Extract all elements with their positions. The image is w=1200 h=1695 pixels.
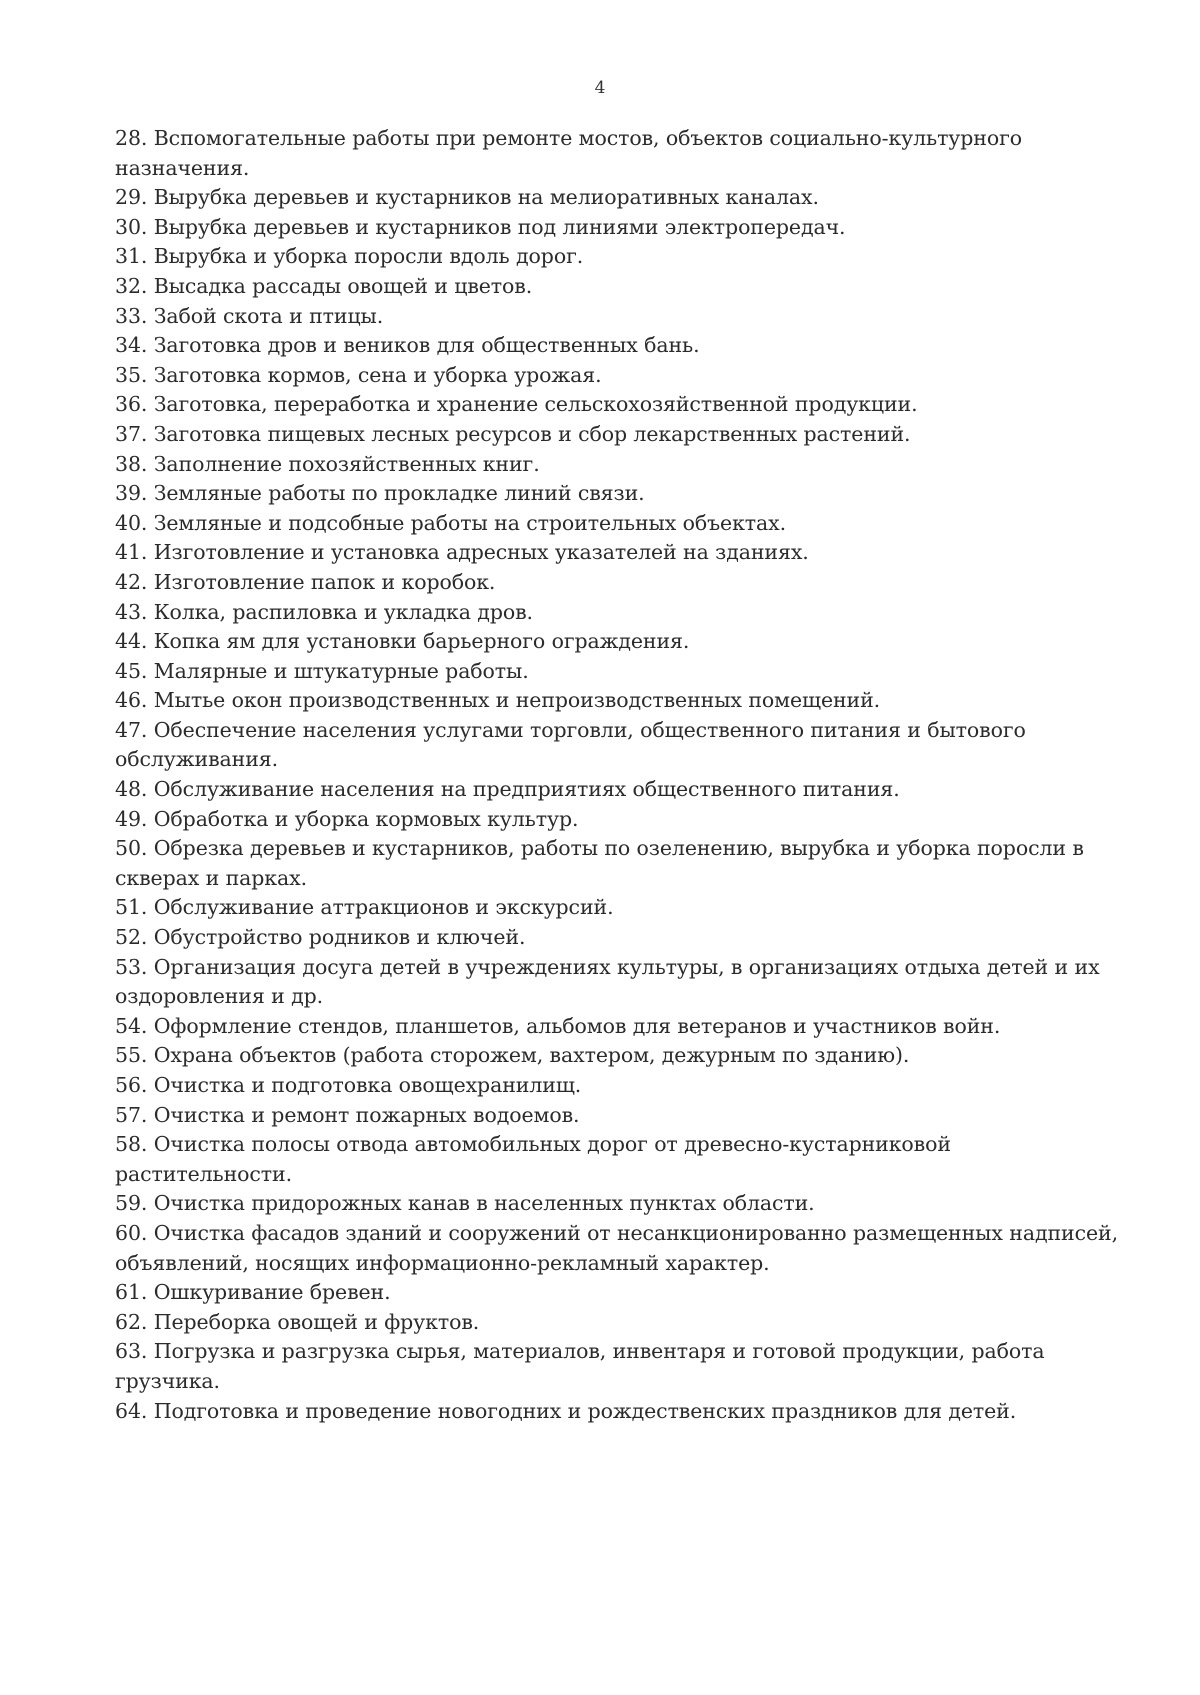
list-item: 61. Ошкуривание бревен. — [115, 1280, 391, 1305]
list-item: 64. Подготовка и проведение новогодних и рождественских праздников для детей. — [115, 1398, 1017, 1423]
list-item: 51. Обслуживание аттракционов и экскурсий. — [115, 895, 614, 920]
list-item: 53. Организация досуга детей в учреждениях культуры, в организациях отдыха детей и их оздоровления и др. — [115, 954, 1100, 1009]
list-item: 55. Охрана объектов (работа сторожем, вахтером, дежурным по зданию). — [115, 1043, 910, 1068]
list-item: 42. Изготовление папок и коробок. — [115, 569, 496, 594]
list-item: 46. Мытье окон производственных и непроизводственных помещений. — [115, 688, 881, 713]
list-item: 52. Обустройство родников и ключей. — [115, 925, 526, 950]
list-item: 58. Очистка полосы отвода автомобильных дорог от древесно-кустарниковой растительности. — [115, 1132, 951, 1186]
list-item: 50. Обрезка деревьев и кустарников, работы по озеленению, вырубка и уборка поросли в скверах и парках. — [115, 836, 1084, 890]
list-item: 62. Переборка овощей и фруктов. — [115, 1309, 480, 1334]
list-item: 56. Очистка и подготовка овощехранилищ. — [115, 1073, 582, 1097]
list-item: 43. Колка, распиловка и укладка дров. — [115, 599, 533, 624]
list-item: 41. Изготовление и установка адресных указателей на зданиях. — [115, 540, 809, 565]
list-item: 37. Заготовка пищевых лесных ресурсов и сбор лекарственных растений. — [115, 421, 911, 446]
work-types-list — [115, 124, 1125, 1426]
list-item: 33. Забой скота и птицы. — [115, 303, 384, 328]
list-item: 30. Вырубка деревьев и кустарников под линиями электропередач. — [115, 214, 846, 239]
list-item: 47. Обеспечение населения услугами торговли, общественного питания и бытового обслуживания. — [115, 717, 1026, 772]
list-item: 28. Вспомогательные работы при ремонте мостов, объектов социально-культурного назначения. — [115, 126, 1022, 180]
list-item: 45. Малярные и штукатурные работы. — [115, 658, 529, 683]
list-item: 29. Вырубка деревьев и кустарников на мелиоративных каналах. — [115, 185, 819, 210]
page-number: 4 — [594, 78, 606, 98]
list-item: 44. Копка ям для установки барьерного ограждения. — [115, 629, 690, 654]
list-item: 34. Заготовка дров и веников для общественных бань. — [115, 333, 700, 358]
list-item: 59. Очистка придорожных канав в населенных пунктах области. — [115, 1191, 815, 1216]
list-item: 63. Погрузка и разгрузка сырья, материалов, инвентаря и готовой продукции, работа грузчика. — [115, 1339, 1045, 1393]
list-item: 40. Земляные и подсобные работы на строительных объектах. — [115, 510, 787, 535]
list-item: 31. Вырубка и уборка поросли вдоль дорог. — [115, 244, 584, 269]
list-item: 49. Обработка и уборка кормовых культур. — [115, 806, 579, 831]
list-item: 38. Заполнение похозяйственных книг. — [115, 451, 540, 476]
list-item: 54. Оформление стендов, планшетов, альбомов для ветеранов и участников войн. — [115, 1013, 1001, 1038]
list-item: 39. Земляные работы по прокладке линий связи. — [115, 481, 645, 506]
list-item: 36. Заготовка, переработка и хранение сельскохозяйственной продукции. — [115, 392, 918, 417]
list-item: 32. Высадка рассады овощей и цветов. — [115, 273, 533, 298]
list-item: 48. Обслуживание населения на предприятиях общественного питания. — [115, 777, 900, 802]
list-item: 35. Заготовка кормов, сена и уборка урожая. — [115, 362, 602, 387]
list-item: 57. Очистка и ремонт пожарных водоемов. — [115, 1102, 580, 1127]
list-item: 60. Очистка фасадов зданий и сооружений от несанкционированно размещенных надписей, объявлений, носящих информационно-рекламный характер. — [115, 1220, 1119, 1275]
